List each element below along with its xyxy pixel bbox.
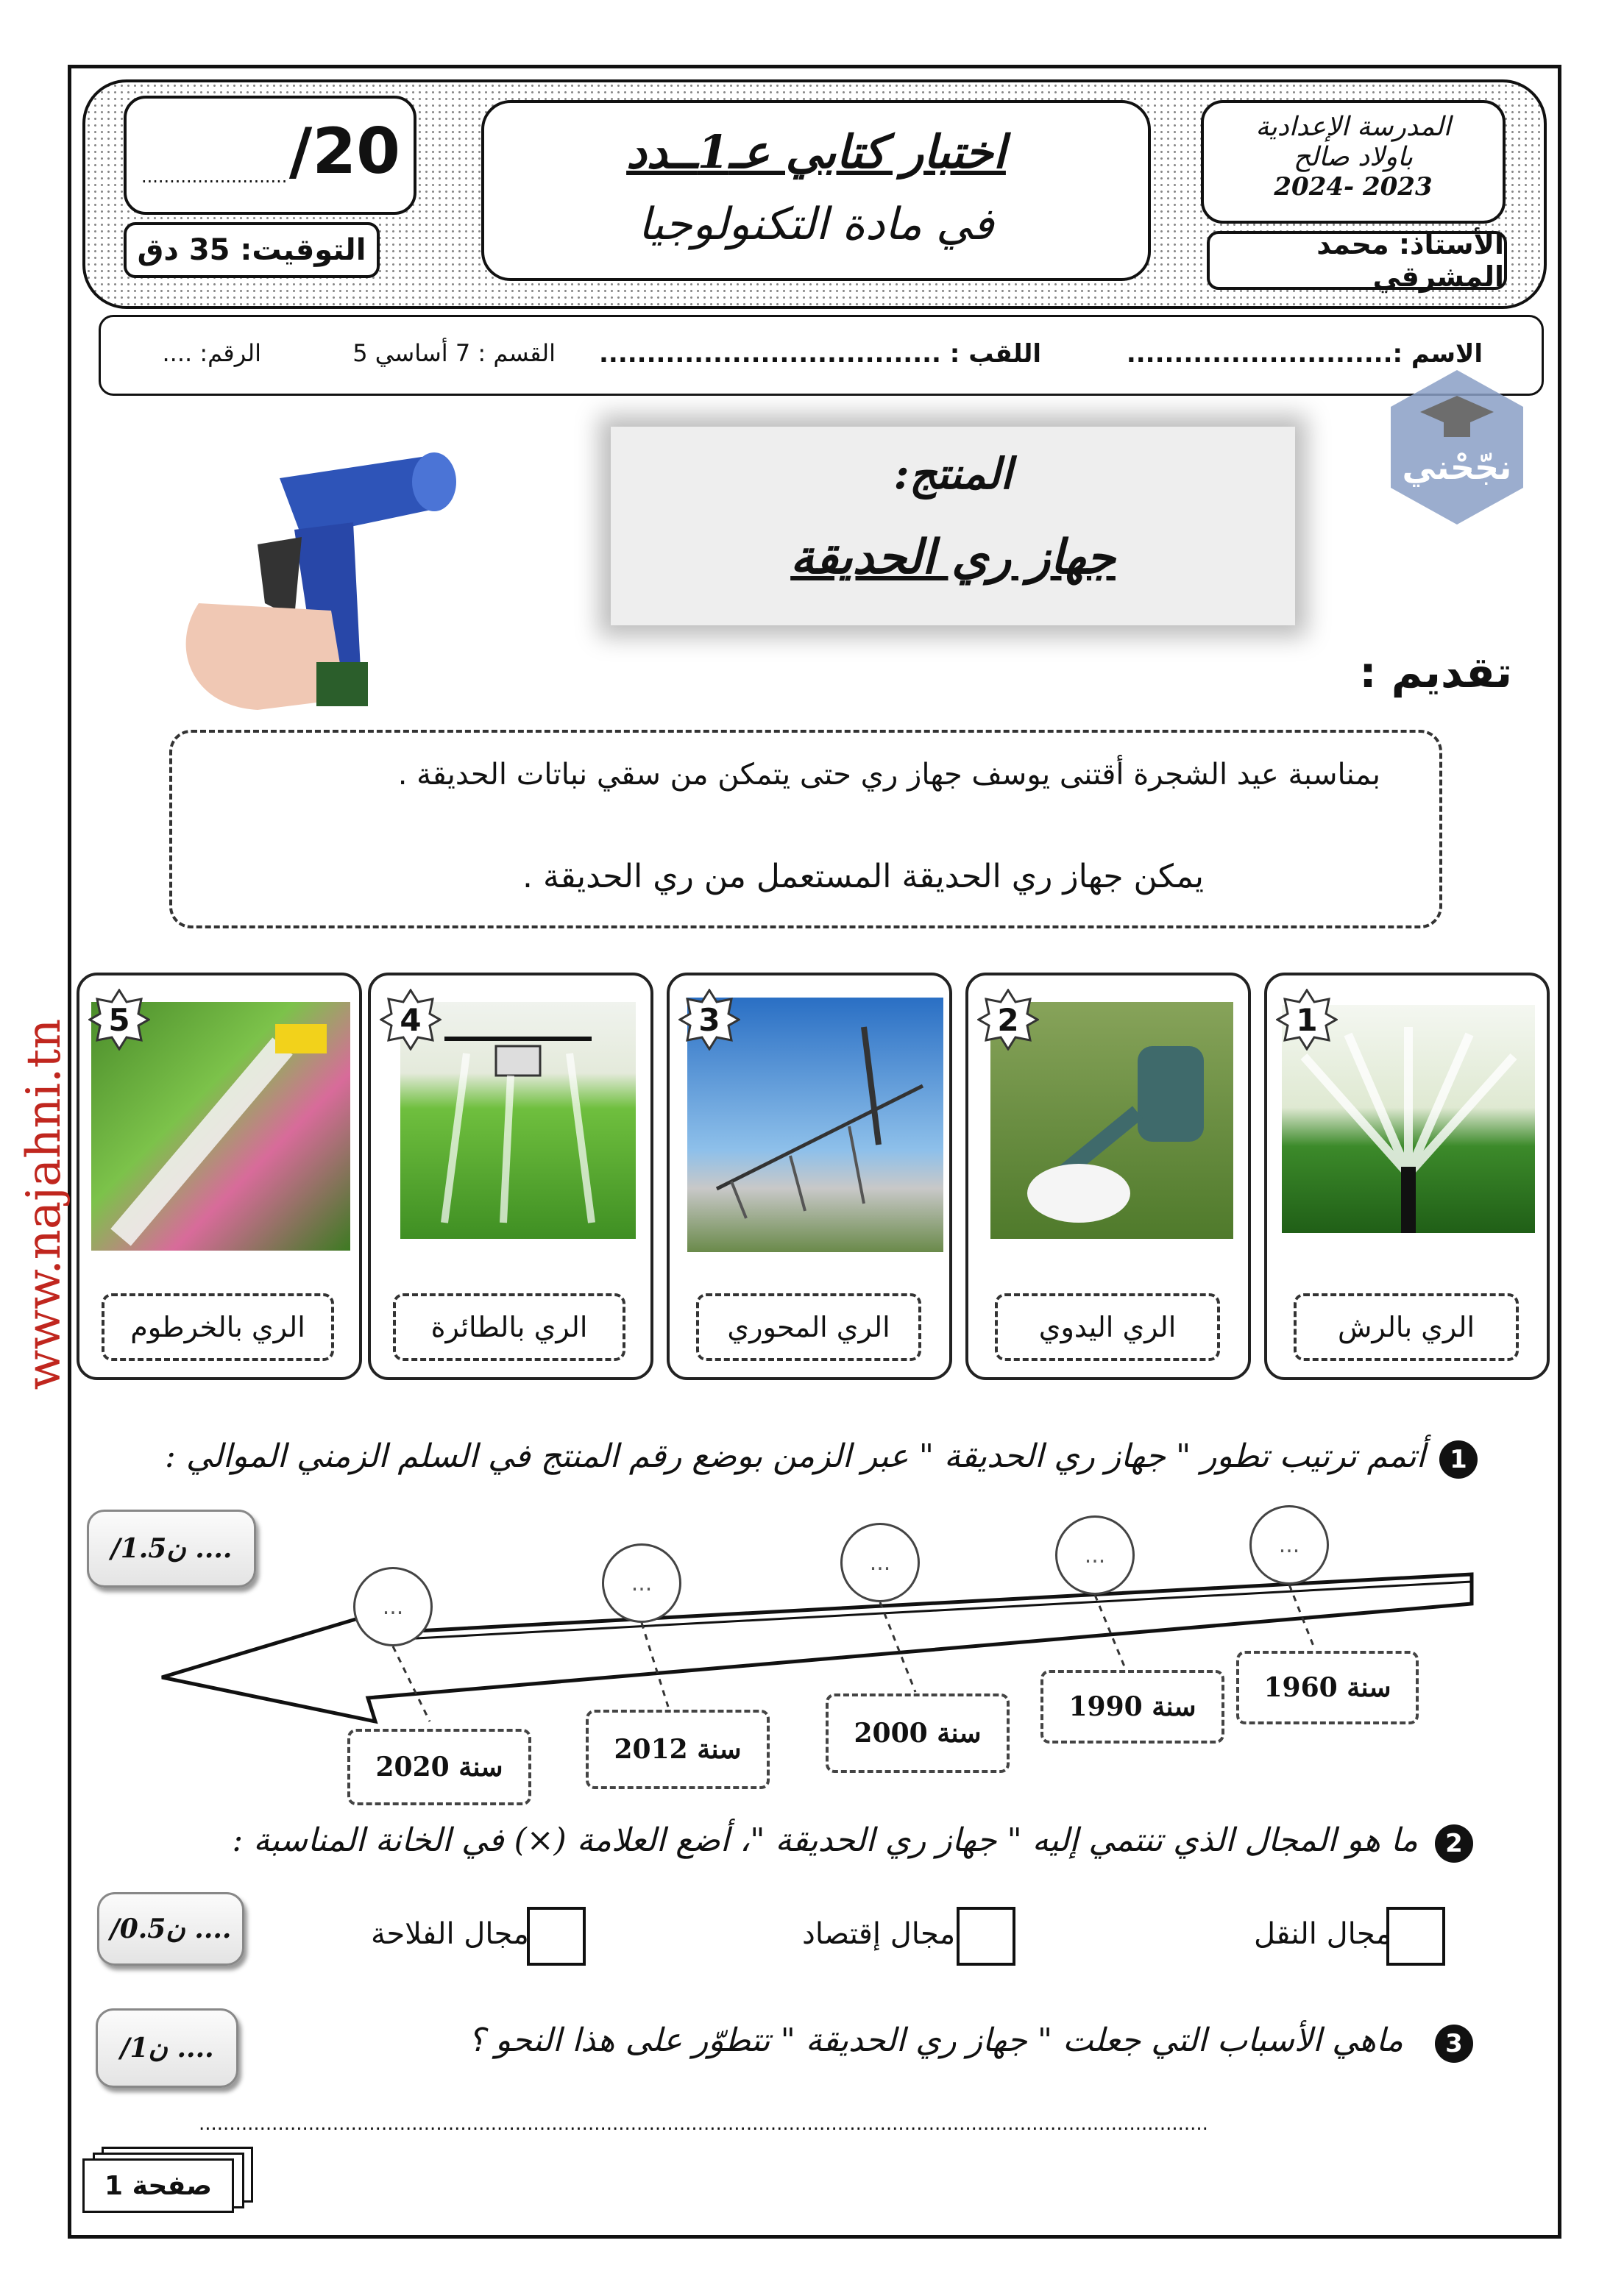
question-number: 1 bbox=[1439, 1440, 1478, 1479]
exam-duration: التوقيت: 35 دق bbox=[137, 233, 366, 267]
product-name: جهاز ري الحديقة bbox=[790, 530, 1116, 585]
number-field[interactable]: الرقم: .... bbox=[162, 339, 261, 367]
card-label: الري بالرش bbox=[1294, 1293, 1519, 1361]
student-surname-field[interactable]: اللقب : .................................... bbox=[598, 339, 1041, 369]
subject-title: في مادة التكنولوجيا bbox=[638, 199, 994, 250]
card-label: الري اليدوي bbox=[995, 1293, 1220, 1361]
checkbox-agriculture[interactable] bbox=[527, 1907, 586, 1966]
year-box-1990: سنة 1990 bbox=[1040, 1670, 1224, 1744]
card-number-badge: 4 bbox=[380, 989, 442, 1051]
card-number-badge: 5 bbox=[88, 989, 150, 1051]
timeline-bubble-2[interactable]: ... bbox=[1055, 1515, 1135, 1595]
side-watermark-url[interactable]: www.najahni.tn bbox=[17, 1018, 71, 1390]
card-label: الري بالطائرة bbox=[393, 1293, 625, 1361]
student-name-field[interactable]: الاسم :............................ bbox=[1126, 339, 1483, 369]
timeline-bubble-4[interactable]: ... bbox=[602, 1543, 681, 1623]
card-number-badge: 3 bbox=[678, 989, 740, 1051]
timeline-bubble-1[interactable]: ... bbox=[1249, 1505, 1329, 1585]
timeline-bubble-5[interactable]: ... bbox=[353, 1567, 433, 1646]
intro-heading: تقديم : bbox=[1359, 647, 1512, 697]
product-label: المنتج: bbox=[893, 449, 1013, 499]
question-number: 3 bbox=[1435, 2025, 1473, 2063]
year-box-1960: سنة 1960 bbox=[1236, 1651, 1419, 1724]
option-transport-label: مجال النقل bbox=[1254, 1917, 1392, 1951]
card-number-badge: 1 bbox=[1276, 989, 1338, 1051]
points-box: /1ن .... bbox=[96, 2008, 238, 2088]
school-name: المدرسة الإعدادية bbox=[1255, 112, 1451, 142]
year-box-2000: سنة 2000 bbox=[826, 1693, 1010, 1773]
card-number-badge: 2 bbox=[977, 989, 1039, 1051]
class-field: القسم : 7 أساسي 5 bbox=[352, 339, 556, 367]
answer-line[interactable]: ...................................................................................................................................................................... bbox=[199, 2113, 1208, 2135]
page-number-tab bbox=[82, 2147, 252, 2208]
option-economy-label: مجال إقتصاد bbox=[802, 1917, 956, 1951]
question-number: 2 bbox=[1435, 1824, 1473, 1863]
question-3-text: ماهي الأسباب التي جعلت " جهاز ري الحديقة " تتطوّر على هذا النحو ؟ bbox=[467, 2022, 1403, 2059]
checkbox-transport[interactable] bbox=[1386, 1907, 1445, 1966]
question-2-text: ما هو المجال الذي تنتمي إليه " جهاز ري الحديقة "، أضع العلامة (×) في الخانة المناسبة : bbox=[232, 1821, 1418, 1859]
school-year: 2024- 2023 bbox=[1274, 172, 1433, 202]
points-box: /0.5ن .... bbox=[97, 1892, 244, 1966]
teacher-name: الأستاذ: محمد المشرقي bbox=[1316, 228, 1504, 293]
timeline-bubble-3[interactable]: ... bbox=[840, 1523, 920, 1602]
points-box: /1.5ن .... bbox=[87, 1510, 256, 1588]
card-label: الري بالخرطوم bbox=[102, 1293, 334, 1361]
score-dots: .......................... bbox=[141, 166, 288, 187]
exam-title: اختبار كتابي عـ1ــدد bbox=[626, 125, 1006, 179]
score-value: /20 bbox=[288, 115, 400, 188]
option-agriculture-label: مجال الفلاحة bbox=[371, 1917, 529, 1951]
intro-line-1: بمناسبة عيد الشجرة أقتنى يوسف جهاز ري حتى يتمكن من سقي نباتات الحديقة . bbox=[397, 758, 1380, 792]
question-1-text: أتمم ترتيب تطور " جهاز ري الحديقة " عبر الزمن بوضع رقم المنتج في السلم الزمني الموالي : bbox=[165, 1437, 1425, 1475]
year-box-2020: سنة 2020 bbox=[347, 1729, 531, 1805]
page-number: صفحة 1 bbox=[82, 2158, 234, 2213]
logo-text: نجّحْني bbox=[1402, 447, 1512, 487]
checkbox-economy[interactable] bbox=[957, 1907, 1015, 1966]
card-label: الري المحوري bbox=[696, 1293, 921, 1361]
year-box-2012: سنة 2012 bbox=[586, 1710, 770, 1789]
intro-line-2: يمكن جهاز ري الحديقة المستعمل من ري الحديقة . bbox=[522, 858, 1204, 895]
school-town: باولاد صالح bbox=[1293, 142, 1414, 172]
